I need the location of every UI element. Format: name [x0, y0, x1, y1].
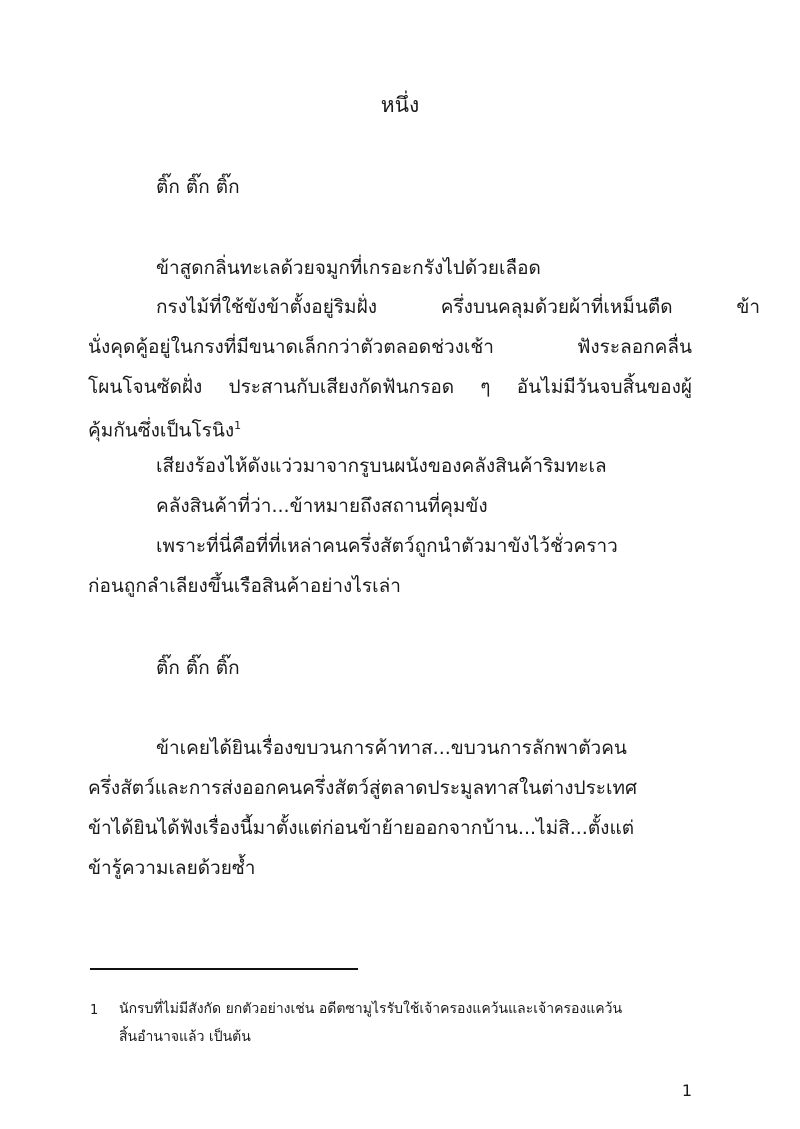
paragraph-3: เสียงร้องไห้ดังแว่วมาจากรูบนผนังของคลังสินค้าริมทะเล [156, 455, 607, 477]
tick-line-1: ติ๊ก ติ๊ก ติ๊ก [156, 176, 240, 198]
paragraph-6-line-1: ข้าเคยได้ยินเรื่องขบวนการค้าทาส...ขบวนการลักพาตัวคน [156, 737, 627, 759]
page-number: 1 [681, 1081, 692, 1100]
paragraph-5-line-2: ก่อนถูกลำเลียงขึ้นเรือสินค้าอย่างไรเล่า [88, 575, 401, 597]
paragraph-2-line-2: นั่งคุดคู้อยู่ในกรงที่มีขนาดเล็กกว่าตัวตลอดช่วงเช้า ฟังระลอกคลื่น [88, 336, 692, 358]
tick-line-2: ติ๊ก ติ๊ก ติ๊ก [156, 657, 240, 679]
footnote-reference: 1 [234, 419, 242, 432]
paragraph-6-line-4: ข้ารู้ความเลยด้วยซ้ำ [88, 857, 256, 879]
footnote-line-1: นักรบที่ไม่มีสังกัด ยกตัวอย่างเช่น อดีตซามูไรรับใช้เจ้าครองแคว้นและเจ้าครองแคว้น [119, 1001, 623, 1017]
paragraph-6-line-2: ครึ่งสัตว์และการส่งออกคนครึ่งสัตว์สู่ตลาดประมูลทาสในต่างประเทศ [88, 777, 638, 799]
paragraph-1: ข้าสูดกลิ่นทะเลด้วยจมูกที่เกรอะกรังไปด้วยเลือด [156, 257, 541, 279]
footnote-separator [90, 968, 358, 970]
paragraph-2-line-1: กรงไม้ที่ใช้ขังข้าตั้งอยู่ริมฝั่ง ครึ่งบนคลุมด้วยผ้าที่เหม็นตืด ข้า [156, 296, 760, 318]
paragraph-2-line-3: โผนโจนซัดฝั่ง ประสานกับเสียงกัดฟันกรอด ๆ อันไม่มีวันจบสิ้นของผู้ [88, 376, 692, 398]
footnote-number: 1 [90, 1003, 99, 1018]
paragraph-2-text: คุ้มกันซึ่งเป็นโรนิง [88, 419, 235, 442]
chapter-title: หนึ่ง [380, 93, 420, 117]
paragraph-6-line-3: ข้าได้ยินได้ฟังเรื่องนี้มาตั้งแต่ก่อนข้าย้ายออกจากบ้าน...ไม่สิ...ตั้งแต่ [88, 817, 635, 839]
paragraph-4: คลังสินค้าที่ว่า...ข้าหมายถึงสถานที่คุมขัง [156, 495, 488, 517]
paragraph-2-line-4 [88, 411, 692, 445]
paragraph-5-line-1: เพราะที่นี่คือที่ที่เหล่าคนครึ่งสัตว์ถูกนำตัวมาขังไว้ชั่วคราว [156, 535, 618, 557]
footnote-line-2: สิ้นอำนาจแล้ว เป็นต้น [119, 1029, 251, 1045]
